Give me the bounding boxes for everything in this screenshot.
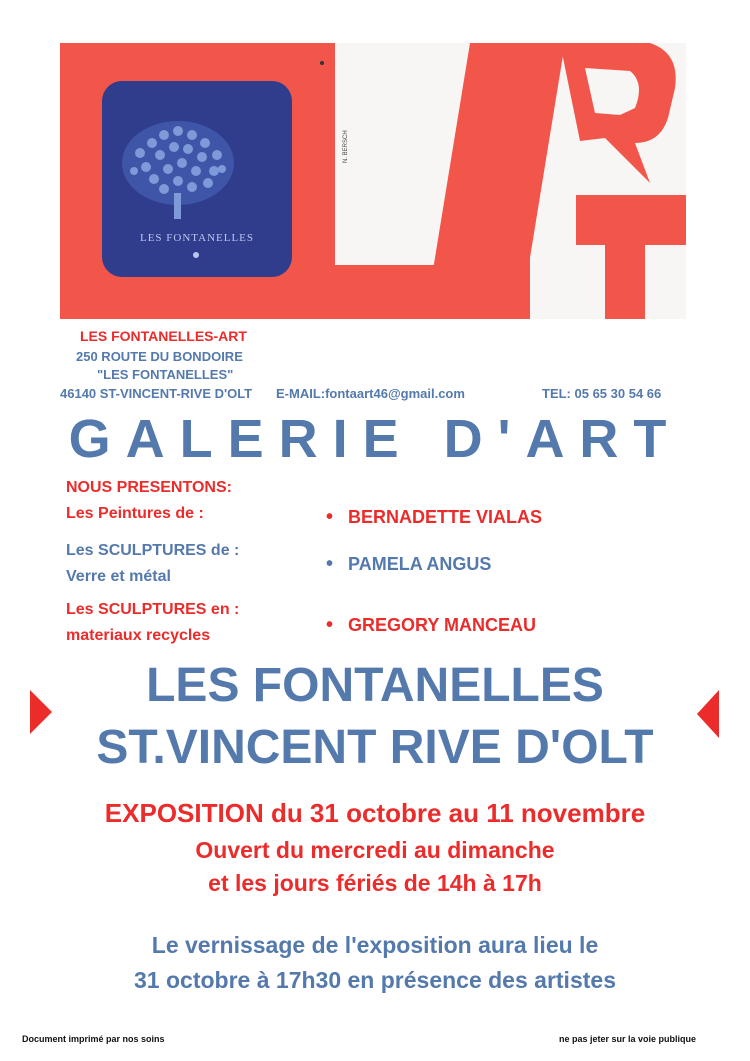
footer-right: ne pas jeter sur la voie publique — [559, 1034, 697, 1044]
logo-letter-a — [425, 43, 565, 319]
venue-line1: LES FONTANELLES — [146, 659, 604, 712]
artist-name: GREGORY MANCEAU — [348, 615, 537, 635]
vernissage-line1: Le vernissage de l'exposition aura lieu le — [151, 932, 599, 958]
opening-days: Ouvert du mercredi au dimanche — [195, 837, 555, 863]
label-sculptures-glass: Les SCULPTURES de : — [66, 542, 240, 559]
logo-letter-t-stem — [605, 195, 645, 319]
logo-banner — [60, 43, 686, 319]
email[interactable]: E-MAIL:fontaart46@gmail.com — [276, 386, 465, 401]
tile-caption: LES FONTANELLES — [139, 232, 255, 244]
address-place: "LES FONTANELLES" — [97, 367, 234, 382]
artist-row — [326, 553, 491, 576]
vernissage-line2: 31 octobre à 17h30 en présence des artistes — [134, 967, 616, 993]
artist-name: BERNADETTE VIALAS — [348, 507, 543, 527]
presenting-intro: NOUS PRESENTONS: — [66, 479, 232, 496]
page-title: GALERIE D'ART — [68, 409, 682, 469]
artist-row — [326, 506, 542, 529]
logo-signature: N. BERSCH — [343, 130, 349, 163]
bullet-icon: • — [326, 553, 334, 575]
opening-hours: et les jours fériés de 14h à 17h — [208, 870, 542, 896]
exhibition-dates: EXPOSITION du 31 octobre au 11 novembre — [104, 798, 646, 828]
artist-row — [326, 614, 536, 637]
artist-name: PAMELA ANGUS — [348, 554, 492, 574]
address-city: 46140 ST-VINCENT-RIVE D'OLT — [60, 386, 253, 401]
tile-ornament — [193, 252, 199, 258]
bullet-icon: • — [326, 506, 334, 528]
footer-left: Document imprimé par nos soins — [22, 1034, 165, 1044]
lart-logo — [60, 43, 686, 319]
label-sculptures-glass-sub: Verre et métal — [66, 568, 171, 585]
bullet-icon: • — [326, 614, 334, 636]
address-street: 250 ROUTE DU BONDOIRE — [76, 349, 243, 364]
venue-line2: ST.VINCENT RIVE D'OLT — [96, 721, 654, 774]
label-sculptures-recycled: Les SCULPTURES en : — [66, 601, 240, 618]
gallery-name: LES FONTANELLES-ART — [80, 328, 247, 344]
label-paintings: Les Peintures de : — [66, 505, 204, 522]
label-sculptures-recycled-sub: materiaux recycles — [66, 627, 211, 644]
telephone: TEL: 05 65 30 54 66 — [542, 386, 662, 401]
